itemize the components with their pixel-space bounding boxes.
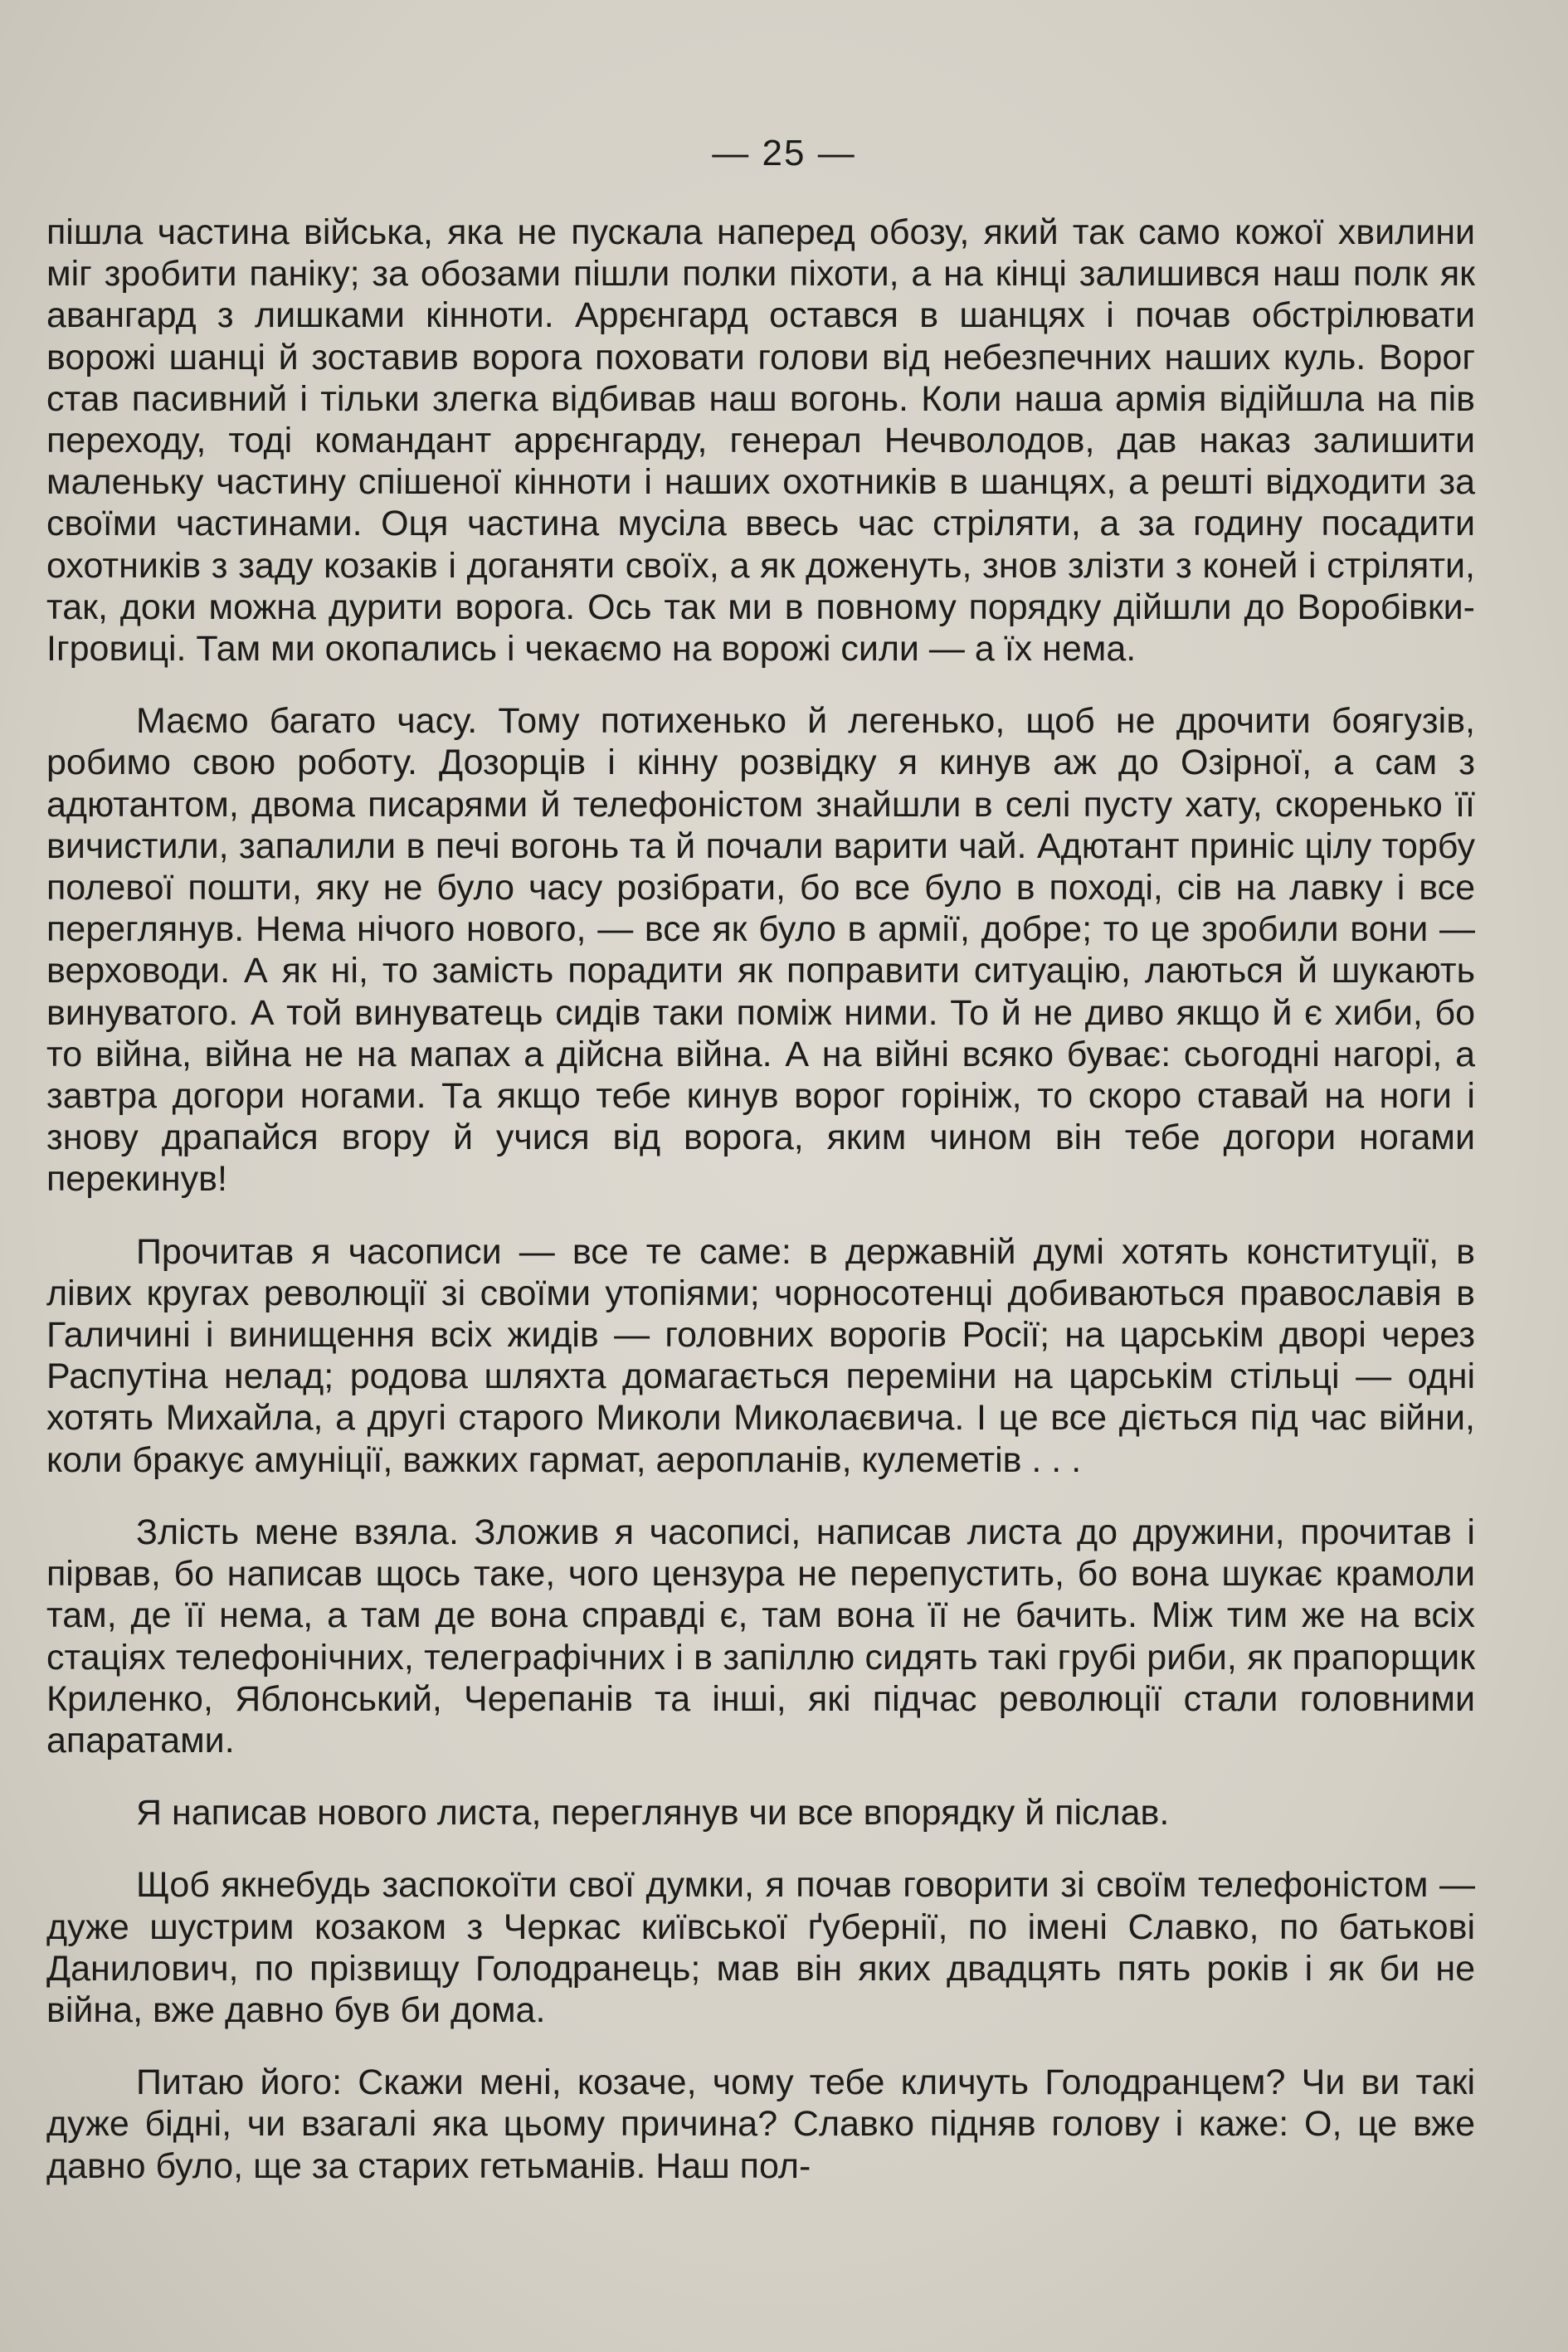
paragraph-5: Я написав нового листа, переглянув чи все впорядку й післав. [136,1793,1170,1833]
paragraph-6: Щоб якнебудь заспокоїти свої думки, я почав говорити зі своїм телефоністом — дуже шустрим козаком з Черкас київської ґубернії, по імені Славко, по батькові Данилович, по прізвищу Голодранець; мав він яких двадцять пять років і як би не війна, вже давно був би дома. [46,1865,1475,2030]
page-number: — 25 — [712,133,856,173]
paragraph-7: Питаю його: Скажи мені, козаче, чому тебе кличуть Голодранцем? Чи ви такі дуже бідні, чи взагалі яка цьому причина? Славко підняв голову і каже: О, це вже давно було, ще за старих гетьманів. Наш пол- [46,2062,1475,2186]
page-body [46,212,1475,2218]
paragraph-4: Злість мене взяла. Зложив я часописі, написав листа до дружини, прочитав і пірвав, бо написав щось таке, чого цензура не перепустить, бо вона шукає крамоли там, де її нема, а там де вона справді є, там вона її не бачить. Між тим же на всіх стаціях телефонічних, телеграфічних і в запіллю сидять такі грубі риби, як прапорщик Криленко, Яблонський, Черепанів та інші, які підчас революції стали головними апаратами. [46,1512,1475,1760]
paragraph-3: Прочитав я часописи — все те саме: в державній думі хотять конституції, в лівих кругах революції зі своїми утопіями; чорносотенці добиваються православія в Галичині і винищення всіх жидів — головних ворогів Росії; на царськім дворі через Распутіна нелад; родова шляхта домагається переміни на царськім стільці — одні хотять Михайла, а другі старого Миколи Миколаєвича. І це все діється під час війни, коли бракує амуніції, важких гармат, аеропланів, кулеметів . . . [46,1231,1475,1480]
paragraph-2: Маємо багато часу. Тому потихенько й легенько, щоб не дрочити боягузів, робимо свою роботу. Дозорців і кінну розвідку я кинув аж до Озірної, а сам з адютантом, двома писарями й телефоністом знайшли в селі пусту хату, скоренько її вичистили, запалили в печі вогонь та й почали варити чай. Адютант приніс цілу торбу полевої пошти, яку не було часу розібрати, бо все було в поході, сів на лавку і все переглянув. Нема нічого нового, — все як було в армії, добре; то це зробили вони — верховоди. А як ні, то замість порадити як поправити ситуацію, лаються й шукають винуватого. А той винуватець сидів таки поміж ними. То й не диво якщо й є хиби, бо то війна, війна не на мапах а дійсна війна. А на війні всяко буває: сьогодні нагорі, а завтра догори ногами. Та якщо тебе кинув ворог горініж, то скоро ставай на ноги і знову драпайся вгору й учися від ворога, яким чином він тебе догори ногами перекинув! [46,701,1475,1200]
paragraph-1: пішла частина війська, яка не пускала наперед обозу, який так само кожої хвилини міг зробити паніку; за обозами пішли полки піхоти, а на кінці залишився наш полк як авангард з лишками кінноти. Аррєнгард остався в шанцях і почав обстрілювати ворожі шанці й зоставив ворога поховати голови від небезпечних наших куль. Ворог став пасивний і тільки злегка відбивав наш вогонь. Коли наша армія відійшла на пів переходу, тоді командант аррєнгарду, генерал Нечволодов, дав наказ залишити маленьку частину спішеної кінноти і наших охотників в шанцях, а решті відходити за своїми частинами. Оця частина мусіла ввесь час стріляти, а за годину посадити охотників з заду козаків і доганяти своїх, а як доженуть, знов злізти з коней і стріляти, так, доки можна дурити ворога. Ось так ми в повному порядку дійшли до Воробівки-Ігровиці. Там ми окопались і чекаємо на ворожі сили — а їх нема. [46,212,1475,670]
